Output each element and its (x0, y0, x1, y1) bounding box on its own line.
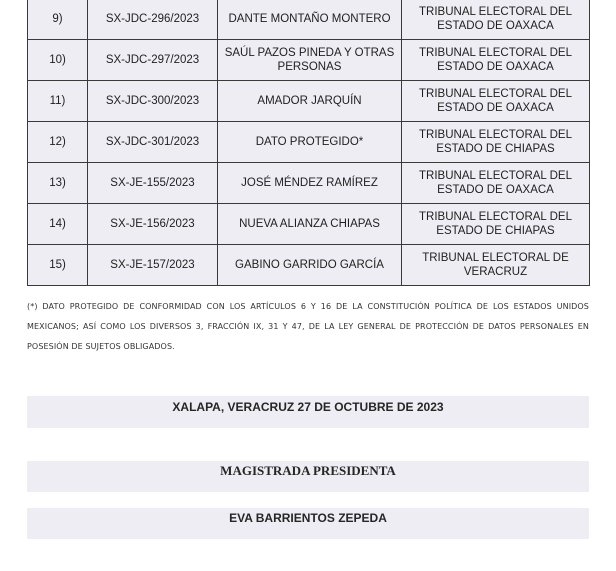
actor-name: JOSÉ MÉNDEZ RAMÍREZ (218, 163, 402, 204)
responsible-authority: TRIBUNAL ELECTORAL DEL ESTADO DE OAXACA (402, 0, 590, 40)
row-number: 10) (28, 40, 88, 81)
row-number: 14) (28, 204, 88, 245)
responsible-authority: TRIBUNAL ELECTORAL DE VERACRUZ (402, 245, 590, 286)
table-row (28, 163, 590, 204)
actor-name: SAÚL PAZOS PINEDA Y OTRAS PERSONAS (218, 40, 402, 81)
row-number: 11) (28, 81, 88, 122)
case-number: SX-JDC-300/2023 (88, 81, 218, 122)
row-number: 15) (28, 245, 88, 286)
case-number: SX-JE-156/2023 (88, 204, 218, 245)
actor-name: AMADOR JARQUÍN (218, 81, 402, 122)
responsible-authority: TRIBUNAL ELECTORAL DEL ESTADO DE OAXACA (402, 163, 590, 204)
responsible-authority: TRIBUNAL ELECTORAL DEL ESTADO DE OAXACA (402, 81, 590, 122)
case-number: SX-JE-155/2023 (88, 163, 218, 204)
case-number: SX-JE-157/2023 (88, 245, 218, 286)
protected-data-footnote: (*) DATO PROTEGIDO DE CONFORMIDAD CON LOS ARTÍCULOS 6 Y 16 DE LA CONSTITUCIÓN POLÍTICA DE LOS ESTADOS UNIDOS MEXICANOS; ASÍ COMO LOS DIVERSOS 3, FRACCIÓN IX, 31 Y 47, DE LA LEY GENERAL DE PROTECCIÓN DE DATOS PERSONALES EN POSESIÓN DE SUJETOS OBLIGADOS. (27, 302, 589, 351)
table-row (28, 40, 590, 81)
actor-name: DATO PROTEGIDO* (218, 122, 402, 163)
case-number: SX-JDC-297/2023 (88, 40, 218, 81)
actor-name: NUEVA ALIANZA CHIAPAS (218, 204, 402, 245)
table-row (28, 81, 590, 122)
responsible-authority: TRIBUNAL ELECTORAL DEL ESTADO DE CHIAPAS (402, 122, 590, 163)
cases-table (27, 0, 590, 286)
place-date-line: XALAPA, VERACRUZ 27 DE OCTUBRE DE 2023 (27, 396, 589, 428)
table-row (28, 0, 590, 40)
row-number: 9) (28, 0, 88, 40)
signer-name: EVA BARRIENTOS ZEPEDA (27, 508, 589, 539)
responsible-authority: TRIBUNAL ELECTORAL DEL ESTADO DE CHIAPAS (402, 204, 590, 245)
table-row (28, 122, 590, 163)
table-row (28, 204, 590, 245)
row-number: 12) (28, 122, 88, 163)
row-number: 13) (28, 163, 88, 204)
responsible-authority: TRIBUNAL ELECTORAL DEL ESTADO DE OAXACA (402, 40, 590, 81)
case-number: SX-JDC-296/2023 (88, 0, 218, 40)
actor-name: DANTE MONTAÑO MONTERO (218, 0, 402, 40)
table-row (28, 245, 590, 286)
signer-role: MAGISTRADA PRESIDENTA (27, 461, 589, 492)
case-number: SX-JDC-301/2023 (88, 122, 218, 163)
actor-name: GABINO GARRIDO GARCÍA (218, 245, 402, 286)
